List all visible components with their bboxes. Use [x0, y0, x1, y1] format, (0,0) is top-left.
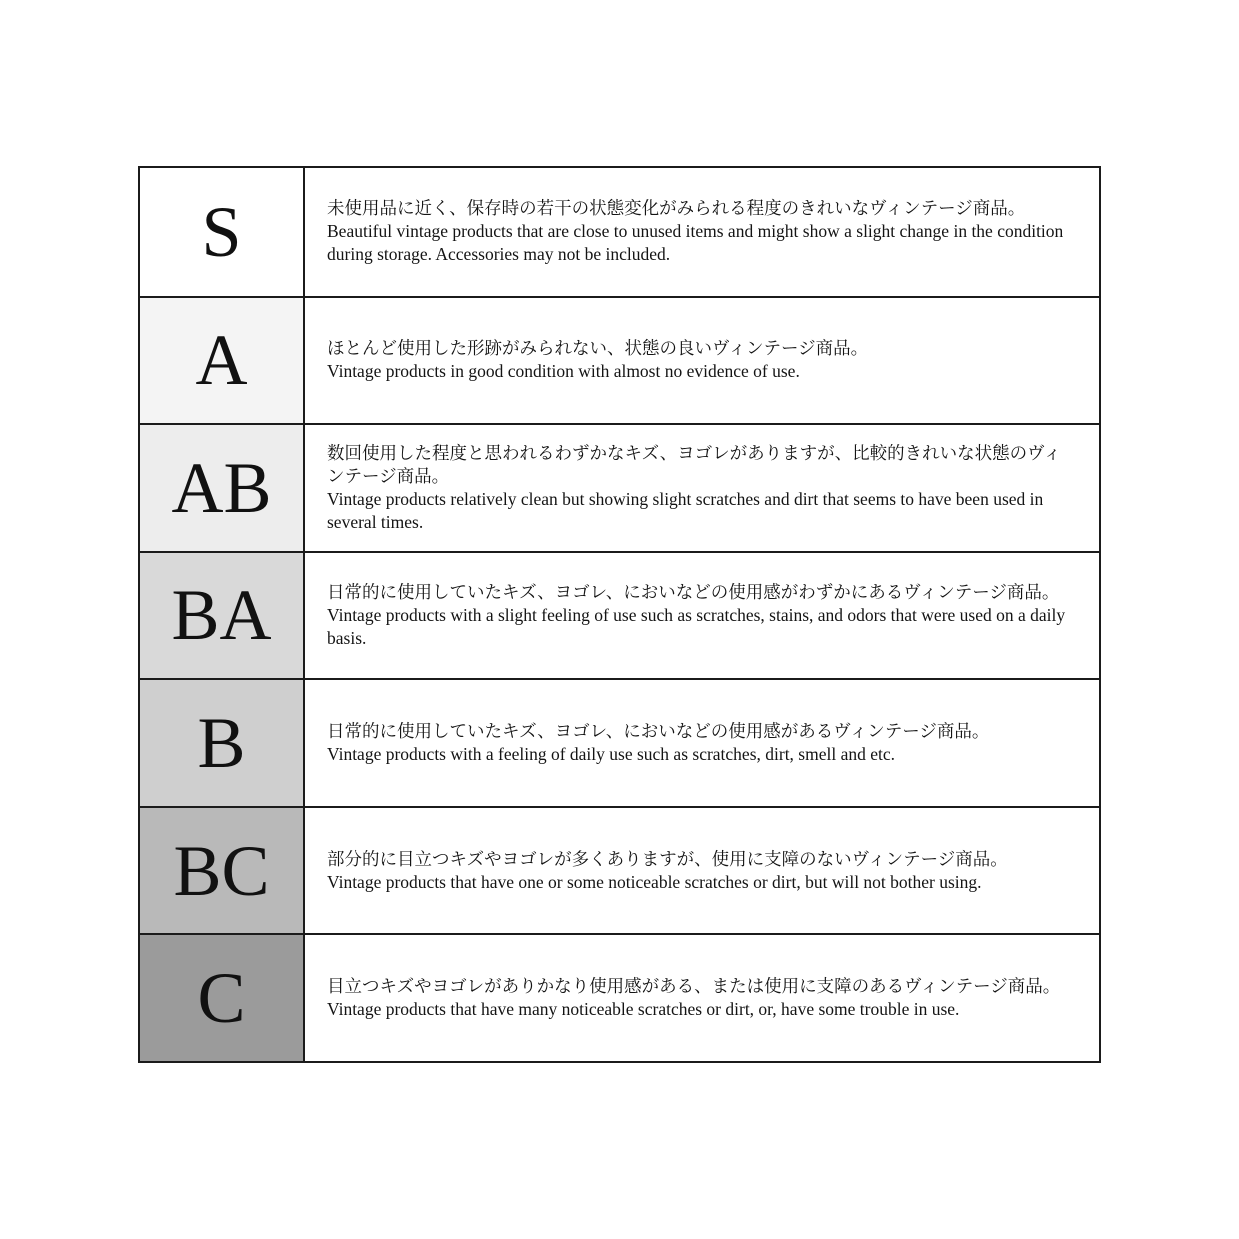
grade-cell-s [140, 168, 305, 296]
grade-label: BA [171, 575, 272, 656]
grade-row-a [140, 296, 1099, 424]
description-cell [305, 808, 1099, 934]
grade-cell-b [140, 680, 305, 806]
description-japanese: 未使用品に近く、保存時の若干の状態変化がみられる程度のきれいなヴィンテージ商品。 [327, 198, 1026, 219]
grade-row-ba [140, 551, 1099, 679]
description-cell [305, 298, 1099, 424]
description-japanese: 日常的に使用していたキズ、ヨゴレ、においなどの使用感があるヴィンテージ商品。 [327, 721, 990, 742]
grade-row-c [140, 933, 1099, 1061]
description-japanese: 目立つキズやヨゴレがありかなり使用感がある、または使用に支障のあるヴィンテージ商品。 [327, 976, 1061, 997]
grade-row-b [140, 678, 1099, 806]
grade-row-s [140, 168, 1099, 296]
description-english: Vintage products that have one or some noticeable scratches or dirt, but will not bother using. [327, 871, 982, 892]
grade-cell-ab [140, 425, 305, 551]
description-japanese: 数回使用した程度と思われるわずかなキズ、ヨゴレがありますが、比較的きれいな状態のヴィンテージ商品。 [327, 442, 1062, 486]
grade-label: BC [173, 830, 270, 911]
description-japanese: 部分的に目立つキズやヨゴレが多くありますが、使用に支障のないヴィンテージ商品。 [327, 848, 1008, 869]
description-cell [305, 168, 1099, 296]
description-english: Beautiful vintage products that are close to unused items and might show a slight change in the condition during storage. Accessories may not be included. [327, 221, 1064, 265]
grade-cell-a [140, 298, 305, 424]
description-cell [305, 680, 1099, 806]
grade-label: B [197, 703, 246, 784]
grade-cell-bc [140, 808, 305, 934]
description-english: Vintage products with a feeling of daily use such as scratches, dirt, smell and etc. [327, 744, 896, 765]
condition-grade-table [138, 166, 1101, 1063]
description-english: Vintage products that have many noticeable scratches or dirt, or, have some trouble in use. [327, 999, 960, 1020]
grade-row-bc [140, 806, 1099, 934]
description-english: Vintage products relatively clean but showing slight scratches and dirt that seems to have been used in several times. [327, 488, 1044, 532]
grade-label: C [197, 958, 246, 1039]
description-cell [305, 935, 1099, 1061]
description-japanese: ほとんど使用した形跡がみられない、状態の良いヴィンテージ商品。 [327, 338, 869, 359]
description-english: Vintage products with a slight feeling of use such as scratches, stains, and odors that were used on a daily basis. [327, 604, 1066, 648]
grade-row-ab [140, 423, 1099, 551]
description-cell [305, 553, 1099, 679]
grade-label: A [195, 320, 248, 401]
description-english: Vintage products in good condition with almost no evidence of use. [327, 361, 800, 382]
description-japanese: 日常的に使用していたキズ、ヨゴレ、においなどの使用感がわずかにあるヴィンテージ商品。 [327, 581, 1060, 602]
grade-label: S [201, 191, 242, 272]
grade-label: AB [171, 447, 272, 528]
description-cell [305, 425, 1099, 551]
grade-cell-c [140, 935, 305, 1061]
grade-cell-ba [140, 553, 305, 679]
